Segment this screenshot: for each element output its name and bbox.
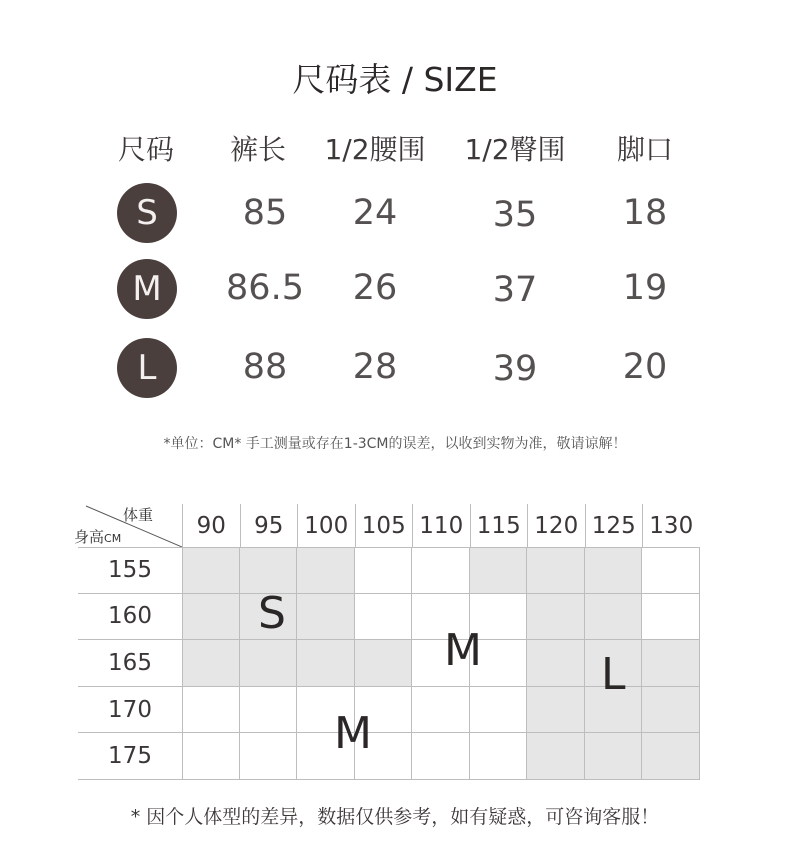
- grid-cell: [240, 640, 298, 687]
- grid-cell: [182, 733, 240, 780]
- cell-hem: 18: [622, 193, 668, 233]
- grid-cell: [642, 687, 700, 734]
- weight-header: 100: [297, 504, 355, 547]
- grid-cell: [470, 547, 528, 594]
- header-length: 裤长: [229, 133, 286, 166]
- size-badge-s: S: [117, 183, 177, 243]
- grid-cell: [642, 547, 700, 594]
- weight-header: 105: [355, 504, 413, 547]
- grid-cell: [412, 687, 470, 734]
- grid-cell: [412, 733, 470, 780]
- height-header: 155: [78, 547, 182, 594]
- height-header: 165: [78, 640, 182, 687]
- grid-cell: [585, 733, 643, 780]
- grid-cell: [182, 594, 240, 641]
- cell-length: 88: [242, 347, 288, 387]
- cell-hem: 20: [622, 347, 668, 387]
- corner-height-text: 身高: [74, 528, 105, 546]
- grid-cell: [297, 594, 355, 641]
- grid-cell: [182, 547, 240, 594]
- size-zone-label: S: [258, 588, 286, 639]
- grid-cell: [297, 640, 355, 687]
- cell-hip: 39: [492, 349, 538, 389]
- grid-cell: [470, 687, 528, 734]
- grid-cell: [642, 733, 700, 780]
- cell-length: 85: [242, 193, 288, 233]
- corner-weight-label: 体重: [123, 506, 154, 524]
- size-badge-l: L: [117, 338, 177, 398]
- size-zone-label: L: [601, 649, 626, 700]
- size-badge-m: M: [117, 259, 177, 319]
- fit-chart: [74, 504, 700, 780]
- header-hip: 1/2臀围: [464, 133, 566, 166]
- page-title: 尺码表 / SIZE: [292, 60, 498, 99]
- weight-header: 115: [470, 504, 528, 547]
- size-zone-label: M: [334, 708, 372, 759]
- grid-cell: [470, 733, 528, 780]
- header-hem: 脚口: [616, 133, 673, 166]
- weight-header: 120: [527, 504, 585, 547]
- grid-cell: [297, 547, 355, 594]
- cell-length: 86.5: [226, 268, 304, 308]
- grid-cell: [527, 687, 585, 734]
- grid-cell: [240, 547, 298, 594]
- weight-header: 95: [240, 504, 298, 547]
- grid-cell: [527, 733, 585, 780]
- cell-hip: 37: [492, 270, 538, 310]
- grid-cell: [527, 640, 585, 687]
- weight-header: 125: [585, 504, 643, 547]
- grid-cell: [527, 594, 585, 641]
- cell-waist: 24: [352, 193, 398, 233]
- grid-cell: [355, 594, 413, 641]
- weight-header: 90: [182, 504, 240, 547]
- header-size: 尺码: [117, 133, 174, 166]
- grid-cell: [182, 640, 240, 687]
- grid-cell: [412, 547, 470, 594]
- cell-hem: 19: [622, 268, 668, 308]
- height-header: 175: [78, 733, 182, 780]
- grid-cell: [240, 687, 298, 734]
- corner-height-label: [74, 526, 121, 547]
- grid-cell: [642, 594, 700, 641]
- grid-cell: [355, 640, 413, 687]
- weight-header: 110: [412, 504, 470, 547]
- grid-cell: [527, 547, 585, 594]
- cell-waist: 26: [352, 268, 398, 308]
- weight-header: 130: [642, 504, 700, 547]
- measurement-note: *单位：CM* 手工测量或存在1-3CM的误差，以收到实物为准，敬请谅解！: [163, 436, 627, 452]
- grid-cell: [585, 594, 643, 641]
- height-header: 170: [78, 687, 182, 734]
- cell-hip: 35: [492, 195, 538, 235]
- grid-cell: [355, 547, 413, 594]
- size-zone-label: M: [444, 625, 482, 676]
- grid-cell: [642, 640, 700, 687]
- header-waist: 1/2腰围: [324, 133, 426, 166]
- body-type-note: * 因个人体型的差异，数据仅供参考，如有疑惑，可咨询客服！: [130, 806, 660, 828]
- grid-cell: [182, 687, 240, 734]
- corner-unit: CM: [104, 532, 122, 545]
- height-header: 160: [78, 594, 182, 641]
- cell-waist: 28: [352, 347, 398, 387]
- grid-cell: [585, 547, 643, 594]
- grid-cell: [240, 733, 298, 780]
